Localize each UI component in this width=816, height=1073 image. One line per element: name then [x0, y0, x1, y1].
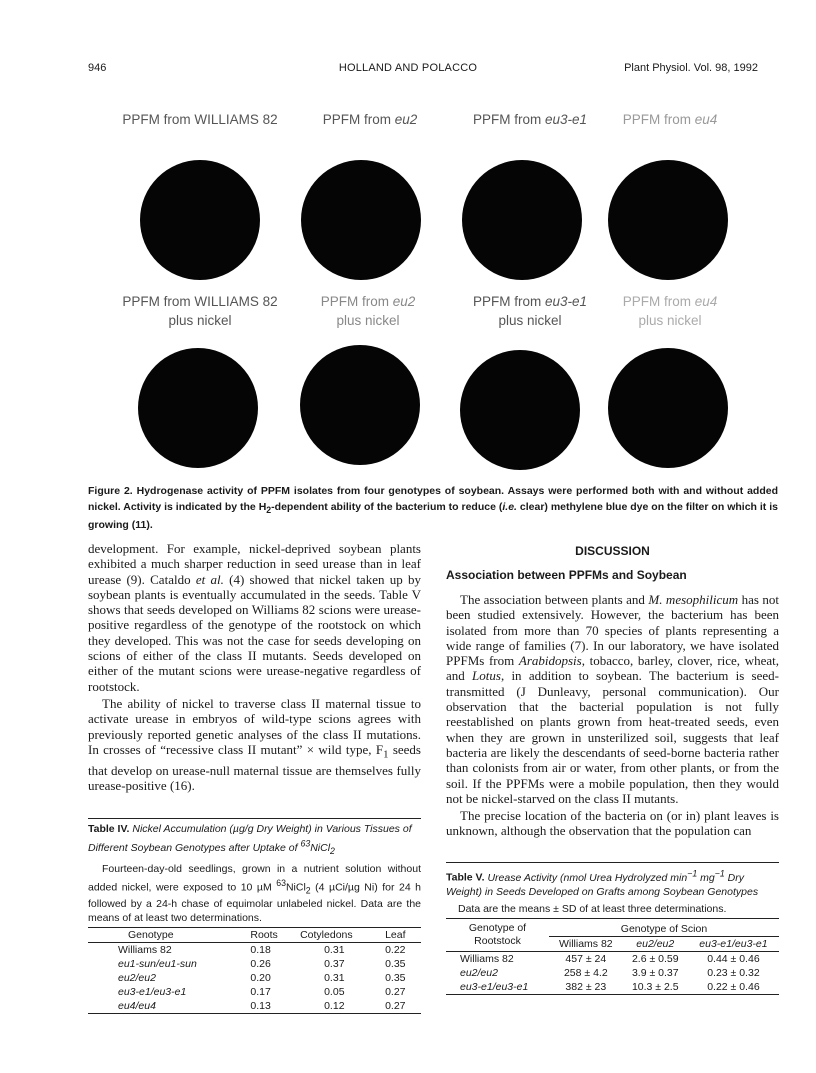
table-iv — [88, 818, 421, 1014]
table-header: Leaf — [385, 929, 406, 942]
panel-label-williams82-nickel: PPFM from WILLIAMS 82 plus nickel — [122, 294, 278, 328]
table-header: Genotype — [128, 929, 174, 942]
paragraph: development. For example, nickel-deprived soybean plants exhibited a much sharper reduction in seed urease than in leaf urease (9). Cataldo et al. (4) showed that nickel taken up by soybean plants is eventually accumulated in the seeds. Table V shows that seeds developed on Williams 82 scions were urease-positive regardless of the genotype of the rootstock on which they developed. This was not the case for seeds developing on scions of either of the class II mutants. Seeds developed on either of the mutant scions were urease-negative regardless of rootstock. — [88, 541, 421, 694]
paragraph: The precise location of the bacteria on (or in) plant leaves is unknown, although the observation that the population can — [446, 808, 779, 839]
panel-label-eu4-nickel: PPFM from eu4 plus nickel — [622, 294, 718, 328]
panel-label-eu3-nickel: PPFM from eu3-e1 plus nickel — [472, 294, 588, 328]
table-v-title: Table V. Urease Activity (nmol Urea Hydrolyzed $\min^{-1} mg^{-1}$ Dry Weight) in Seeds Developed on Grafts among Soybean Genotypes — [446, 868, 759, 898]
running-head-authors: HOLLAND AND POLACCO — [338, 62, 478, 74]
panel-label-williams82: PPFM from WILLIAMS 82 — [122, 112, 278, 127]
paragraph: The ability of nickel to traverse class II maternal tissue to activate urease in embryos of wild-type scions agrees with previously reported genetic analyses of the class II mutations. In crosses of “recessive class II mutant” × wild type, $F_1$ seeds that develop on urease-null maternal tissue are themselves fully urease-positive (16). — [88, 695, 421, 794]
table-header: eu3-e1/eu3-e1 — [699, 937, 768, 950]
table-row: eu2/eu2 258 ± 4.2 3.9 ± 0.37 0.23 ± 0.32 — [460, 966, 760, 979]
subsection-title: Association between PPFMs and Soybean — [446, 568, 687, 582]
table-v-note: Data are the means ± SD of at least three determinations. — [458, 902, 727, 915]
table-v — [446, 862, 779, 995]
table-header: Genotype of Scion — [549, 918, 779, 936]
table-header: Williams 82 — [558, 937, 613, 950]
table-header: Roots — [250, 929, 278, 942]
table-iv-grid — [88, 927, 421, 1014]
table-rule — [88, 818, 421, 819]
table-row: eu2/eu2 0.20 0.31 0.35 — [118, 972, 406, 985]
table-row: eu3-e1/eu3-e1 0.17 0.05 0.27 — [118, 986, 406, 999]
table-header: Genotype of Rootstock — [446, 918, 549, 951]
panel-label-eu3: PPFM from eu3-e1 — [472, 112, 588, 127]
panel-label-eu4: PPFM from eu4 — [622, 112, 718, 127]
table-row: eu4/eu4 0.13 0.12 0.27 — [88, 999, 421, 1014]
paragraph: The association between plants and M. mesophilicum has not been studied extensively. However, the bacterium has been isolated from more than 70 species of plants representing a wide range of families (7). In our laboratory, we have isolated PPFMs from Arabidopsis, tobacco, barley, clover, rice, wheat, and Lotus, in addition to soybean. The bacterium is seed-transmitted (J Dunleavy, personal communication). Our observation that the bacterial population is not fully reestablished on plants grown from heat-treated seeds, even when they are grown in unsterilized soil, suggests that leaf bacteria are likely the descendants of seed-borne bacteria rather than colonists from air or water, from other plants, or from the soil. If the PPFMs were a mobile population, then they would not be nickel-starved on the class II mutants. — [446, 592, 779, 806]
table-iv-note: Fourteen-day-old seedlings, grown in a nutrient solution without added nickel, were exposed to 10 µM $^{63}$NiCl$_2$ (4 µCi/µg Ni) for 24 h followed by a 24-h chase of equimolar unlabeled nickel. Data are the means of at least two determinations. — [88, 862, 422, 925]
panel-label-eu2-nickel: PPFM from eu2 plus nickel — [320, 294, 416, 328]
table-row: Williams 82 457 ± 24 2.6 ± 0.59 0.44 ± 0.46 — [460, 952, 760, 965]
figure-caption: Figure 2. Hydrogenase activity of PPFM isolates from four genotypes of soybean. Assays were performed both with and without added nickel. Activity is indicated by the $H_2$-dependent ability of the bacterium to reduce (i.e. clear) methylene blue dye on the filter on which it is growing (11). — [88, 485, 779, 532]
filter-disc-eu4-nickel — [608, 348, 728, 468]
panel-label-eu2: PPFM from eu2 — [322, 112, 418, 127]
table-row: eu3-e1/eu3-e1 382 ± 23 10.3 ± 2.5 0.22 ± 0.46 — [446, 980, 779, 995]
table-row: Williams 82 0.18 0.31 0.22 — [118, 944, 406, 957]
running-head-journal: Plant Physiol. Vol. 98, 1992 — [624, 62, 758, 74]
table-iv-title: Table IV. Nickel Accumulation (µg/g Dry Weight) in Various Tissues of Different Soybean Genotypes after Uptake of $^{63}$NiCl$_2$ — [88, 823, 412, 856]
table-row: eu1-sun/eu1-sun 0.26 0.37 0.35 — [118, 958, 406, 971]
filter-disc-williams82-nickel — [138, 348, 258, 468]
filter-disc-eu4 — [608, 160, 728, 280]
table-v-grid — [446, 918, 779, 995]
filter-disc-williams82 — [140, 160, 260, 280]
filter-disc-eu2 — [301, 160, 421, 280]
right-column-text — [446, 592, 779, 839]
section-title-discussion: DISCUSSION — [575, 544, 650, 558]
table-header: Cotyledons — [300, 929, 353, 942]
table-rule — [446, 862, 779, 863]
filter-disc-eu2-nickel — [300, 345, 420, 465]
filter-disc-eu3 — [462, 160, 582, 280]
filter-disc-eu3-nickel — [460, 350, 580, 470]
table-header: eu2/eu2 — [636, 937, 675, 950]
page-number: 946 — [88, 62, 107, 74]
left-column-text — [88, 541, 421, 793]
